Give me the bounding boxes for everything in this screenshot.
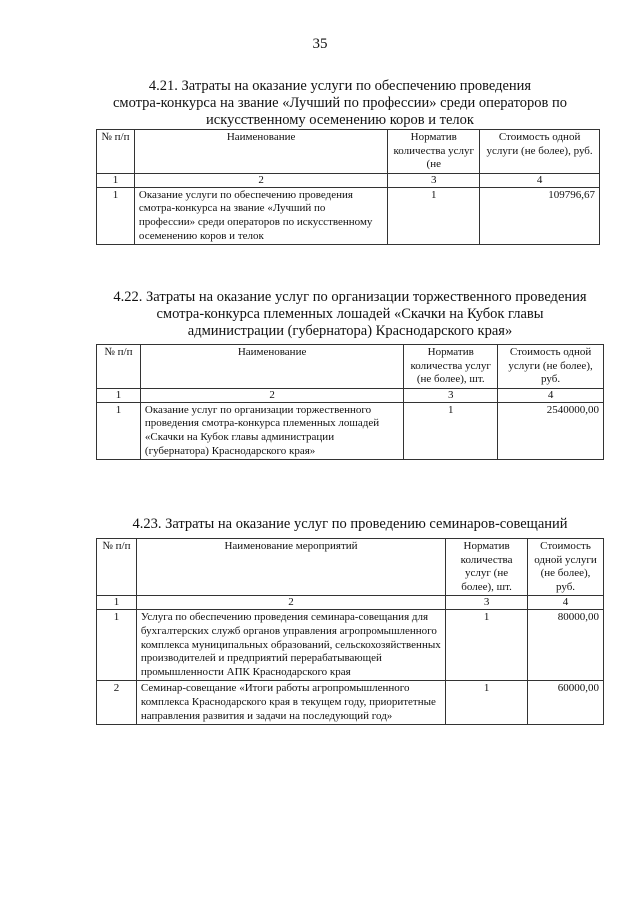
column-index-row: 1 2 3 4 xyxy=(97,388,604,402)
row-name: Семинар-совещание «Итоги работы агропромышленного комплекса Краснодарского края в текущем году, приоритетные направления развития и задачи на последующий год» xyxy=(136,681,445,725)
table-row xyxy=(97,187,600,244)
row-qty: 1 xyxy=(446,610,528,681)
section-4-23-title: 4.23. Затраты на оказание услуг по проведению семинаров-совещаний xyxy=(132,516,568,532)
row-num: 1 xyxy=(97,187,135,244)
row-qty: 1 xyxy=(404,402,498,459)
header-num: № п/п xyxy=(97,130,135,174)
header-cost: Стоимость одной услуги (не более), руб. xyxy=(498,345,604,389)
section-4-21-title: 4.21. Затраты на оказание услуги по обеспечению проведения смотра-конкурса на звание «Лучший по профессии» среди операторов по искусственному осеменению коров и телок xyxy=(112,78,567,128)
column-index-row: 1 2 3 4 xyxy=(97,173,600,187)
row-qty: 1 xyxy=(446,681,528,725)
header-qty: Норматив количества услуг (не более), шт. xyxy=(404,345,498,389)
row-qty: 1 xyxy=(388,187,480,244)
row-num: 1 xyxy=(97,610,137,681)
table-4-21 xyxy=(96,129,600,245)
header-num: № п/п xyxy=(97,539,137,596)
row-name: Услуга по обеспечению проведения семинара-совещания для бухгалтерских служб органов управления агропромышленного комплекса муниципальных образований, сельскохозяйственных производителей и предприятий перерабатывающей промышленности АПК Краснодарского края xyxy=(136,610,445,681)
row-num: 2 xyxy=(97,681,137,725)
table-row xyxy=(97,681,604,725)
column-index-row: 1 2 3 4 xyxy=(97,596,604,610)
table-row xyxy=(97,610,604,681)
page-number: 35 xyxy=(312,36,328,52)
row-cost: 2540000,00 xyxy=(498,402,604,459)
row-cost: 80000,00 xyxy=(528,610,604,681)
table-row xyxy=(97,402,604,459)
section-4-22-title: 4.22. Затраты на оказание услуг по организации торжественного проведения смотра-конкурса племенных лошадей «Скачки на Кубок главы администрации (губернатора) Краснодарского края» xyxy=(113,289,587,339)
row-name: Оказание услуги по обеспечению проведения смотра-конкурса на звание «Лучший по профессии» среди операторов по искусственному осеменению коров и телок xyxy=(134,187,387,244)
header-num: № п/п xyxy=(97,345,141,389)
header-cost: Стоимость одной услуги (не более), руб. xyxy=(528,539,604,596)
header-name: Наименование xyxy=(140,345,403,389)
row-cost: 60000,00 xyxy=(528,681,604,725)
row-cost: 109796,67 xyxy=(480,187,600,244)
header-name: Наименование xyxy=(134,130,387,174)
table-4-23 xyxy=(96,538,604,725)
table-4-22 xyxy=(96,344,604,460)
row-num: 1 xyxy=(97,402,141,459)
row-name: Оказание услуг по организации торжественного проведения смотра-конкурса племенных лошадей «Скачки на Кубок главы администрации (губернатора) Краснодарского края» xyxy=(140,402,403,459)
header-qty: Норматив количества услуг (не более), шт. xyxy=(446,539,528,596)
header-cost: Стоимость одной услуги (не более), руб. xyxy=(480,130,600,174)
header-name: Наименование мероприятий xyxy=(136,539,445,596)
header-qty: Норматив количества услуг (не xyxy=(388,130,480,174)
